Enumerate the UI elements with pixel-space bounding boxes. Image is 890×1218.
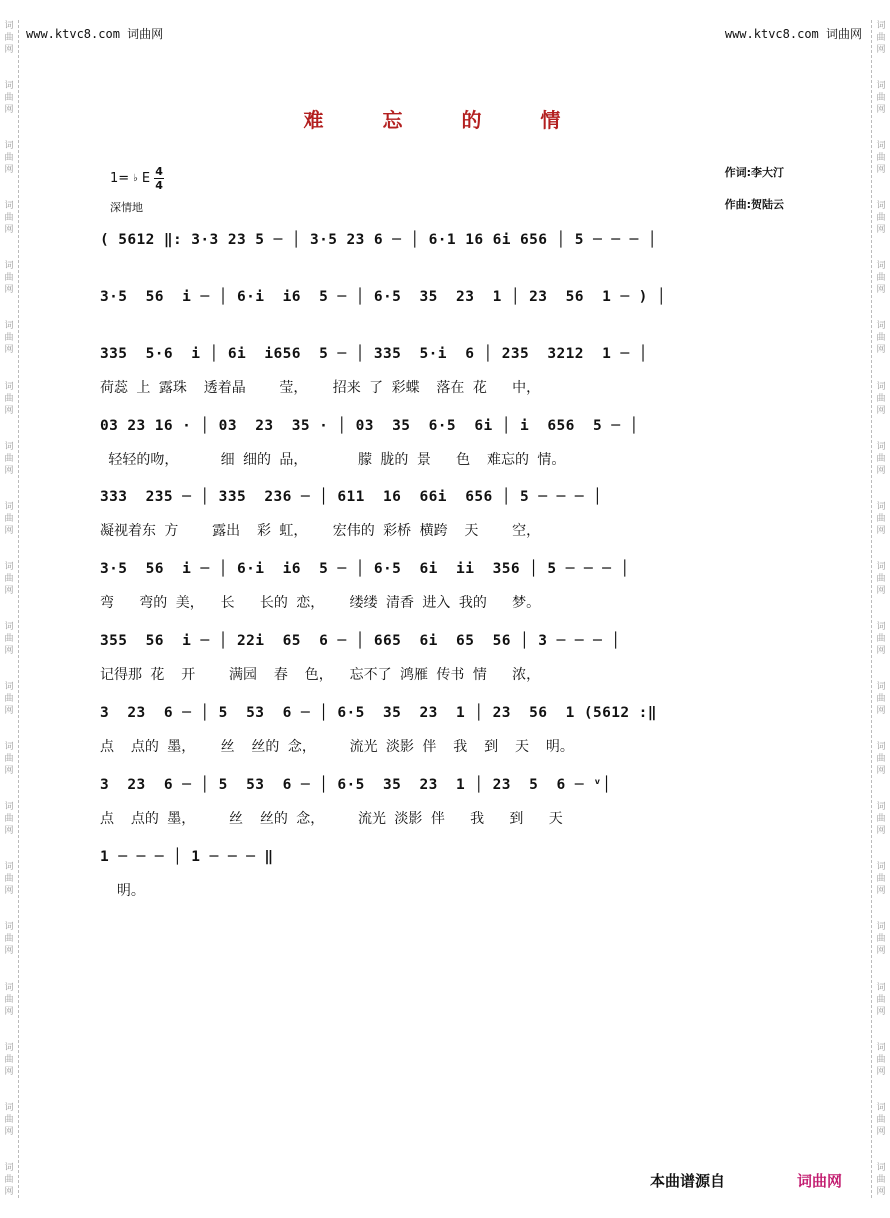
watermark-glyph: 词 bbox=[876, 862, 886, 873]
notation-line-6: 3·5 56 i ─ │ 6·i i6 5 ─ │ 6·5 6i ii 356 │ 5 ─ ─ ─ │ bbox=[100, 561, 630, 577]
watermark-glyph: 网 bbox=[876, 1186, 886, 1197]
notation-line-7: 355 56 i ─ │ 22i 65 6 ─ │ 665 6i 65 56 │ 3 ─ ─ ─ │ bbox=[100, 633, 621, 649]
watermark-glyph: 曲 bbox=[876, 1114, 886, 1125]
watermark-stack bbox=[4, 1162, 13, 1198]
watermark-glyph: 网 bbox=[4, 826, 14, 837]
watermark-glyph: 网 bbox=[876, 285, 886, 296]
watermark-glyph: 词 bbox=[876, 381, 886, 392]
watermark-stack bbox=[876, 1162, 885, 1198]
right-watermark-rail bbox=[871, 20, 890, 1198]
watermark-stack bbox=[876, 801, 885, 837]
watermark-stack bbox=[4, 1102, 13, 1138]
watermark-stack bbox=[876, 861, 885, 897]
watermark-stack bbox=[876, 1042, 885, 1078]
watermark-glyph: 曲 bbox=[4, 153, 14, 164]
watermark-stack bbox=[876, 140, 885, 176]
key-signature bbox=[110, 166, 164, 191]
watermark-stack bbox=[4, 681, 13, 717]
watermark-glyph: 曲 bbox=[4, 93, 14, 104]
watermark-glyph: 词 bbox=[4, 141, 14, 152]
lyricist-credit: 作词:李大汀 bbox=[724, 166, 784, 179]
watermark-stack bbox=[4, 1042, 13, 1078]
watermark-glyph: 词 bbox=[876, 21, 886, 31]
watermark-stack bbox=[876, 681, 885, 717]
watermark-stack bbox=[4, 200, 13, 236]
watermark-stack bbox=[4, 20, 13, 56]
lyric-line-5: 凝视着东 方 露出 彩 虹， 宏伟的 彩桥 横跨 天 空， bbox=[100, 523, 541, 539]
watermark-stack bbox=[4, 260, 13, 296]
song-title: 难 忘 的 情 bbox=[303, 108, 587, 132]
watermark-glyph: 网 bbox=[876, 405, 886, 416]
watermark-glyph: 网 bbox=[876, 345, 886, 356]
watermark-glyph: 网 bbox=[4, 706, 14, 717]
watermark-glyph: 网 bbox=[4, 1066, 14, 1077]
watermark-stack bbox=[876, 982, 885, 1018]
time-signature-top: 4 bbox=[155, 165, 163, 178]
watermark-glyph: 曲 bbox=[876, 994, 886, 1005]
watermark-glyph: 网 bbox=[876, 525, 886, 536]
watermark-glyph: 曲 bbox=[4, 633, 14, 644]
watermark-glyph: 词 bbox=[4, 201, 14, 212]
watermark-glyph: 词 bbox=[4, 982, 14, 993]
watermark-glyph: 曲 bbox=[876, 874, 886, 885]
watermark-glyph: 曲 bbox=[876, 153, 886, 164]
time-signature-bottom: 4 bbox=[155, 179, 163, 192]
watermark-glyph: 网 bbox=[4, 285, 14, 296]
watermark-glyph: 词 bbox=[876, 621, 886, 632]
watermark-glyph: 网 bbox=[4, 645, 14, 656]
watermark-glyph: 词 bbox=[876, 1042, 886, 1053]
watermark-stack bbox=[876, 561, 885, 597]
watermark-glyph: 曲 bbox=[4, 273, 14, 284]
watermark-glyph: 网 bbox=[4, 345, 14, 356]
watermark-glyph: 网 bbox=[876, 826, 886, 837]
watermark-glyph: 曲 bbox=[876, 573, 886, 584]
composer-credit: 作曲:贺陆云 bbox=[724, 198, 784, 211]
watermark-glyph: 曲 bbox=[4, 333, 14, 344]
watermark-glyph: 曲 bbox=[876, 814, 886, 825]
watermark-stack bbox=[4, 741, 13, 777]
watermark-stack bbox=[876, 20, 885, 56]
notation-line-4: 03 23 16 · │ 03 23 35 · │ 03 35 6·5 6i │ i 656 5 ─ │ bbox=[100, 418, 639, 434]
watermark-glyph: 曲 bbox=[4, 513, 14, 524]
notation-line-3: 335 5·6 i │ 6i i656 5 ─ │ 335 5·i 6 │ 235 3212 1 ─ │ bbox=[100, 346, 648, 362]
watermark-glyph: 词 bbox=[4, 261, 14, 272]
watermark-stack bbox=[876, 381, 885, 417]
watermark-glyph: 曲 bbox=[4, 1054, 14, 1065]
watermark-glyph: 词 bbox=[876, 141, 886, 152]
lyric-line-4: 轻轻的吻， 细 细的 品， 朦 胧的 景 色 难忘的 情。 bbox=[100, 452, 566, 468]
watermark-stack bbox=[4, 320, 13, 356]
watermark-glyph: 词 bbox=[876, 1162, 886, 1173]
watermark-glyph: 词 bbox=[4, 501, 14, 512]
watermark-glyph: 曲 bbox=[876, 33, 886, 43]
notation-line-2: 3·5 56 i ─ │ 6·i i6 5 ─ │ 6·5 35 23 1 │ 23 56 1 ─ ) │ bbox=[100, 289, 667, 305]
watermark-glyph: 词 bbox=[4, 81, 14, 92]
watermark-glyph: 词 bbox=[4, 1042, 14, 1053]
watermark-glyph: 词 bbox=[4, 441, 14, 452]
watermark-glyph: 词 bbox=[876, 682, 886, 693]
watermark-glyph: 词 bbox=[4, 381, 14, 392]
time-signature bbox=[154, 166, 164, 191]
watermark-stack bbox=[876, 260, 885, 296]
watermark-glyph: 词 bbox=[4, 802, 14, 813]
watermark-stack bbox=[876, 501, 885, 537]
watermark-stack bbox=[876, 921, 885, 957]
watermark-glyph: 曲 bbox=[876, 633, 886, 644]
watermark-glyph: 曲 bbox=[4, 694, 14, 705]
watermark-glyph: 曲 bbox=[4, 934, 14, 945]
header-site-link-left[interactable]: www.ktvc8.com 词曲网 bbox=[26, 27, 164, 41]
watermark-glyph: 曲 bbox=[4, 1114, 14, 1125]
watermark-stack bbox=[876, 741, 885, 777]
watermark-glyph: 曲 bbox=[876, 333, 886, 344]
watermark-glyph: 词 bbox=[4, 1162, 14, 1173]
key-prefix: 1= bbox=[110, 171, 130, 186]
watermark-glyph: 网 bbox=[876, 1126, 886, 1137]
watermark-glyph: 曲 bbox=[876, 934, 886, 945]
watermark-glyph: 词 bbox=[876, 922, 886, 933]
header-site-link-right[interactable]: www.ktvc8.com 词曲网 bbox=[724, 27, 862, 41]
watermark-glyph: 曲 bbox=[4, 393, 14, 404]
watermark-glyph: 网 bbox=[876, 886, 886, 897]
watermark-glyph: 词 bbox=[876, 441, 886, 452]
watermark-glyph: 词 bbox=[4, 561, 14, 572]
watermark-glyph: 网 bbox=[4, 225, 14, 236]
watermark-glyph: 曲 bbox=[4, 453, 14, 464]
watermark-glyph: 曲 bbox=[4, 573, 14, 584]
watermark-glyph: 曲 bbox=[876, 273, 886, 284]
watermark-glyph: 词 bbox=[876, 561, 886, 572]
watermark-glyph: 曲 bbox=[876, 694, 886, 705]
watermark-glyph: 词 bbox=[4, 21, 14, 31]
notation-line-9: 3 23 6 ─ │ 5 53 6 ─ │ 6·5 35 23 1 │ 23 5 6 ─ ᵛ│ bbox=[100, 777, 612, 793]
watermark-glyph: 词 bbox=[876, 982, 886, 993]
watermark-stack bbox=[4, 381, 13, 417]
watermark-stack bbox=[876, 441, 885, 477]
watermark-glyph: 曲 bbox=[876, 93, 886, 104]
notation-line-8: 3 23 6 ─ │ 5 53 6 ─ │ 6·5 35 23 1 │ 23 56 1 (5612 :‖ bbox=[100, 705, 657, 721]
watermark-glyph: 网 bbox=[876, 946, 886, 957]
score-source-label: 本曲谱源自 bbox=[650, 1172, 726, 1190]
watermark-glyph: 词 bbox=[876, 201, 886, 212]
watermark-glyph: 曲 bbox=[876, 1174, 886, 1185]
key-flat: ♭ bbox=[133, 173, 138, 184]
watermark-glyph: 曲 bbox=[876, 213, 886, 224]
watermark-glyph: 词 bbox=[876, 1102, 886, 1113]
watermark-stack bbox=[4, 501, 13, 537]
watermark-glyph: 曲 bbox=[4, 994, 14, 1005]
watermark-glyph: 网 bbox=[4, 886, 14, 897]
watermark-stack bbox=[4, 621, 13, 657]
watermark-glyph: 曲 bbox=[876, 1054, 886, 1065]
watermark-stack bbox=[4, 921, 13, 957]
watermark-glyph: 词 bbox=[876, 501, 886, 512]
watermark-glyph: 曲 bbox=[4, 754, 14, 765]
watermark-glyph: 网 bbox=[4, 585, 14, 596]
watermark-glyph: 词 bbox=[4, 862, 14, 873]
lyric-line-9: 点 点的 墨， 丝 丝的 念， 流光 淡影 伴 我 到 天 bbox=[100, 811, 563, 827]
watermark-glyph: 曲 bbox=[876, 393, 886, 404]
watermark-stack bbox=[4, 801, 13, 837]
watermark-glyph: 曲 bbox=[876, 754, 886, 765]
watermark-glyph: 网 bbox=[4, 1006, 14, 1017]
watermark-glyph: 网 bbox=[876, 645, 886, 656]
watermark-stack bbox=[4, 561, 13, 597]
watermark-glyph: 网 bbox=[876, 165, 886, 176]
notation-line-1: ( 5612 ‖: 3·3 23 5 ─ │ 3·5 23 6 ─ │ 6·1 16 6i 656 │ 5 ─ ─ ─ │ bbox=[100, 232, 657, 248]
watermark-glyph: 网 bbox=[4, 946, 14, 957]
watermark-glyph: 网 bbox=[4, 766, 14, 777]
key-letter: E bbox=[141, 171, 151, 186]
watermark-stack bbox=[876, 1102, 885, 1138]
watermark-glyph: 网 bbox=[4, 165, 14, 176]
tempo-marking: 深情地 bbox=[110, 201, 143, 214]
lyric-line-8: 点 点的 墨， 丝 丝的 念， 流光 淡影 伴 我 到 天 明。 bbox=[100, 739, 574, 755]
watermark-glyph: 词 bbox=[4, 621, 14, 632]
watermark-glyph: 网 bbox=[4, 525, 14, 536]
watermark-stack bbox=[4, 441, 13, 477]
watermark-glyph: 网 bbox=[4, 465, 14, 476]
watermark-glyph: 词 bbox=[4, 742, 14, 753]
watermark-glyph: 曲 bbox=[4, 874, 14, 885]
watermark-stack bbox=[4, 861, 13, 897]
lyric-line-10: 明。 bbox=[100, 883, 145, 899]
watermark-glyph: 词 bbox=[4, 1102, 14, 1113]
watermark-glyph: 网 bbox=[876, 1066, 886, 1077]
watermark-glyph: 网 bbox=[4, 1186, 14, 1197]
watermark-glyph: 网 bbox=[876, 706, 886, 717]
watermark-glyph: 词 bbox=[876, 742, 886, 753]
watermark-stack bbox=[876, 200, 885, 236]
lyric-line-6: 弯 弯的 美， 长 长的 恋， 缕缕 清香 进入 我的 梦。 bbox=[100, 595, 541, 611]
watermark-glyph: 网 bbox=[876, 45, 886, 55]
watermark-glyph: 网 bbox=[876, 766, 886, 777]
lyric-line-7: 记得那 花 开 满园 春 色， 忘不了 鸿雁 传书 情 浓， bbox=[100, 667, 541, 683]
watermark-stack bbox=[4, 982, 13, 1018]
watermark-glyph: 网 bbox=[876, 585, 886, 596]
watermark-glyph: 网 bbox=[876, 105, 886, 116]
watermark-glyph: 曲 bbox=[876, 453, 886, 464]
watermark-glyph: 词 bbox=[876, 802, 886, 813]
lyric-line-3: 荷蕊 上 露珠 透着晶 莹， 招来 了 彩蝶 落在 花 中， bbox=[100, 380, 541, 396]
watermark-glyph: 词 bbox=[876, 321, 886, 332]
watermark-glyph: 词 bbox=[4, 922, 14, 933]
notation-line-10: 1 ─ ─ ─ │ 1 ─ ─ ─ ‖ bbox=[100, 849, 274, 865]
left-watermark-rail bbox=[0, 20, 19, 1198]
watermark-glyph: 网 bbox=[4, 105, 14, 116]
watermark-stack bbox=[4, 140, 13, 176]
watermark-glyph: 词 bbox=[876, 81, 886, 92]
watermark-glyph: 网 bbox=[876, 1006, 886, 1017]
watermark-stack bbox=[876, 320, 885, 356]
site-brand-link[interactable]: 词曲网 bbox=[797, 1172, 843, 1190]
notation-line-5: 333 235 ─ │ 335 236 ─ │ 611 16 66i 656 │ 5 ─ ─ ─ │ bbox=[100, 489, 603, 505]
watermark-glyph: 网 bbox=[4, 405, 14, 416]
watermark-stack bbox=[876, 621, 885, 657]
watermark-glyph: 曲 bbox=[876, 513, 886, 524]
watermark-glyph: 词 bbox=[4, 321, 14, 332]
watermark-glyph: 网 bbox=[876, 225, 886, 236]
watermark-glyph: 网 bbox=[4, 45, 14, 55]
watermark-glyph: 词 bbox=[4, 682, 14, 693]
watermark-glyph: 曲 bbox=[4, 33, 14, 43]
watermark-glyph: 曲 bbox=[4, 814, 14, 825]
watermark-glyph: 曲 bbox=[4, 213, 14, 224]
watermark-glyph: 网 bbox=[4, 1126, 14, 1137]
watermark-glyph: 词 bbox=[876, 261, 886, 272]
watermark-glyph: 网 bbox=[876, 465, 886, 476]
watermark-glyph: 曲 bbox=[4, 1174, 14, 1185]
